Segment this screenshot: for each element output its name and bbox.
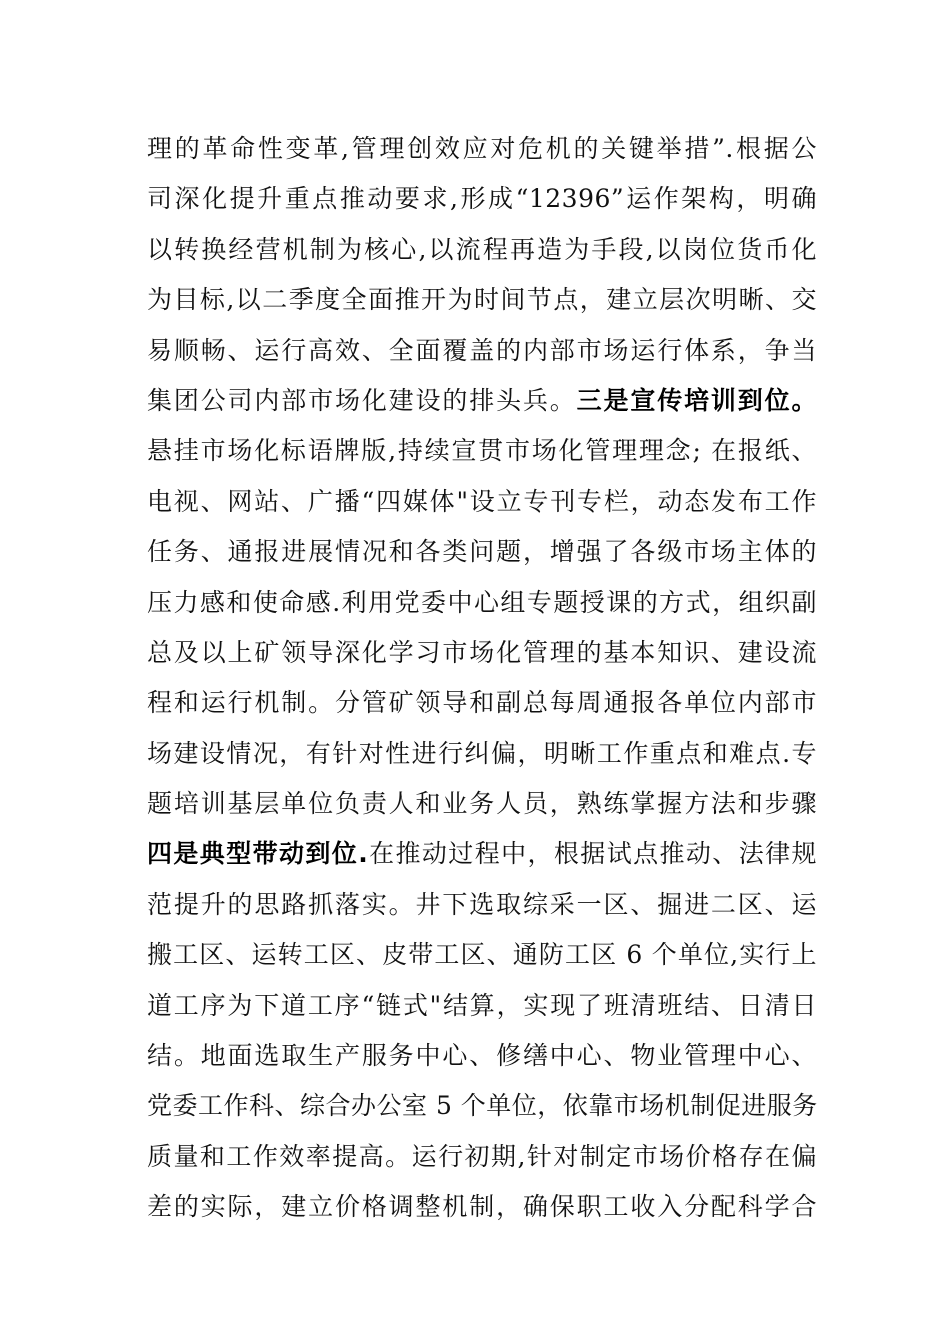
text-line [147, 578, 817, 628]
text-line [147, 779, 817, 829]
text-segment: 为目标,以二季度全面推开为时间节点，建立层次明晰、交 [147, 285, 817, 315]
text-segment: 任务、通报进展情况和各类问题，增强了各级市场主体的 [147, 537, 817, 567]
text-line [147, 376, 817, 426]
text-line [147, 124, 817, 174]
text-line [147, 729, 817, 779]
text-segment: 压力感和使命感.利用党委中心组专题授课的方式，组织副 [147, 587, 817, 617]
text-segment: 在推动过程中，根据试点推动、法律规 [368, 839, 817, 869]
text-segment: 题培训基层单位负责人和业务人员，熟练掌握方法和步骤 [147, 789, 817, 819]
text-segment: 悬挂市场化标语牌版,持续宣贯市场化管理理念; 在报纸、 [147, 436, 817, 466]
text-line [147, 426, 817, 476]
text-segment: 易顺畅、运行高效、全面覆盖的内部市场运行体系，争当 [147, 335, 817, 365]
text-line [147, 1132, 817, 1182]
text-line [147, 1182, 817, 1232]
text-segment: 范提升的思路抓落实。井下选取综采一区、掘进二区、运 [147, 889, 817, 919]
text-line [147, 275, 817, 325]
text-line [147, 628, 817, 678]
text-line [147, 678, 817, 728]
text-line [147, 225, 817, 275]
text-line [147, 981, 817, 1031]
text-line [147, 1081, 817, 1131]
text-segment: 场建设情况，有针对性进行纠偏，明晰工作重点和难点.专 [147, 738, 817, 768]
text-line [147, 174, 817, 224]
text-segment: 差的实际，建立价格调整机制，确保职工收入分配科学合 [147, 1192, 817, 1222]
body-text [147, 124, 817, 1233]
text-segment: 搬工区、运转工区、皮带工区、通防工区 6 个单位,实行上 [147, 940, 817, 970]
text-segment: 质量和工作效率提高。运行初期,针对制定市场价格存在偏 [147, 1141, 817, 1171]
text-line [147, 930, 817, 980]
text-line [147, 880, 817, 930]
text-segment: 集团公司内部市场化建设的排头兵。 [147, 385, 577, 415]
text-line [147, 326, 817, 376]
text-line [147, 1031, 817, 1081]
text-segment: 以转换经营机制为核心,以流程再造为手段,以岗位货币化 [147, 234, 817, 264]
bold-heading-segment: 四是典型带动到位. [147, 839, 369, 869]
text-segment: 电视、网站、广播“四媒体"设立专刊专栏，动态发布工作 [147, 486, 817, 516]
text-segment: 司深化提升重点推动要求,形成“12396”运作架构，明确 [147, 184, 817, 214]
text-line [147, 477, 817, 527]
text-segment: 理的革命性变革,管理创效应对危机的关键举措”.根据公 [147, 134, 817, 163]
bold-heading-segment: 三是宣传培训到位。 [576, 385, 817, 415]
text-segment: 结。地面选取生产服务中心、修缮中心、物业管理中心、 [147, 1041, 817, 1071]
text-segment: 程和运行机制。分管矿领导和副总每周通报各单位内部市 [147, 688, 817, 718]
text-line [147, 527, 817, 577]
text-segment: 道工序为下道工序“链式"结算，实现了班清班结、日清日 [147, 990, 817, 1020]
text-line [147, 829, 817, 879]
text-segment: 总及以上矿领导深化学习市场化管理的基本知识、建设流 [147, 637, 817, 667]
text-segment: 党委工作科、综合办公室 5 个单位，依靠市场机制促进服务 [147, 1091, 818, 1121]
